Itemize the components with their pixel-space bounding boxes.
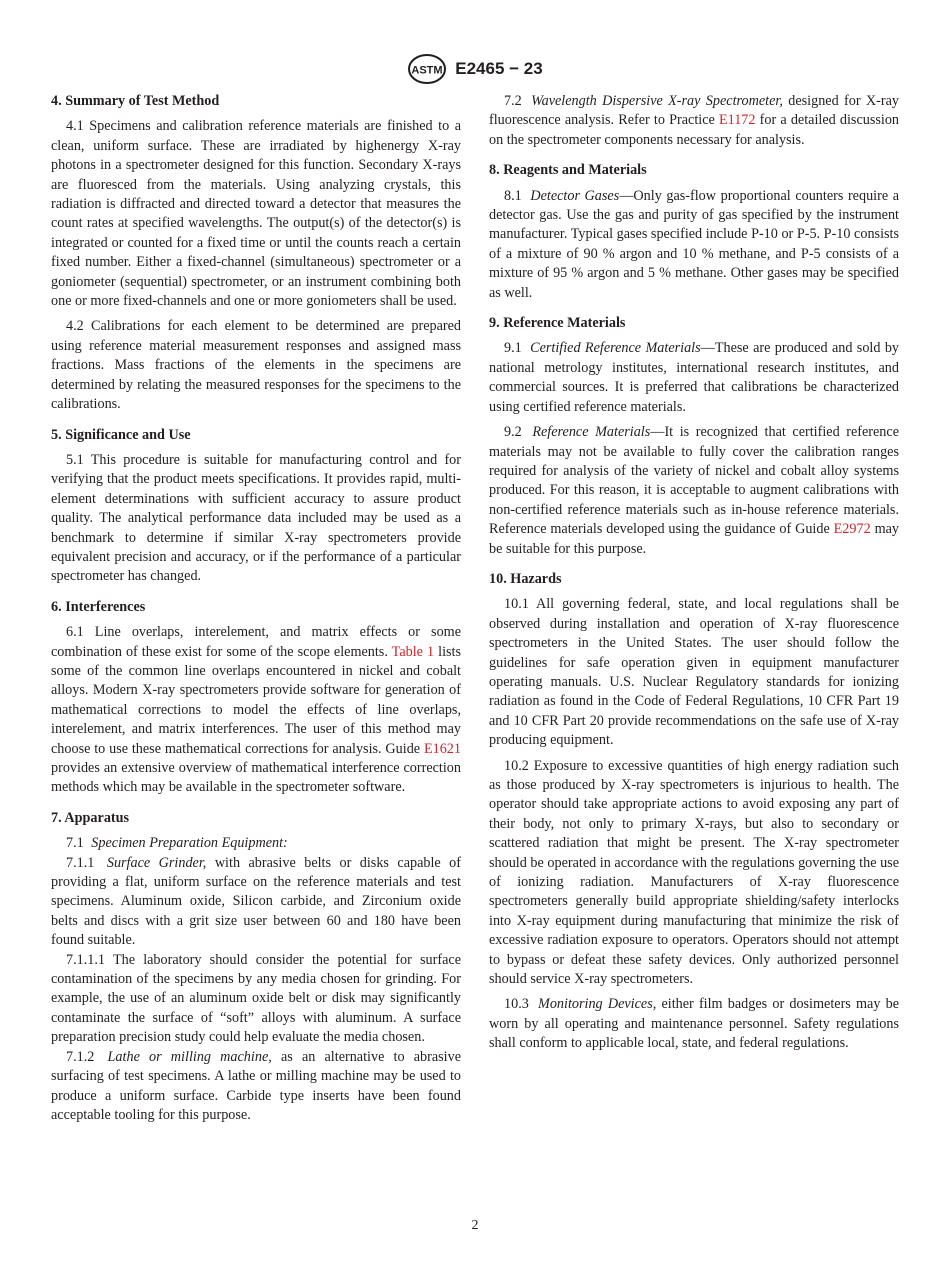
section-10-heading: 10. Hazards <box>489 570 562 587</box>
paragraph-9-1-text: —These are produced and sold by national metrology institutes, international research institutes, and commercial sources. It is preferred that calibrations be characterized using certified reference materials. <box>489 340 900 415</box>
paragraph-6-1-text-b: lists some of the common line overlaps encountered in nickel and cobalt alloys. Modern X-ray spectrometers provide software for generation of mathematical corrections to model the effects of line overlaps, interelement, and matrix interferences. The user of this method may choose to use these mathematical corrections for analysis. Guide <box>51 643 461 757</box>
paragraph-7-1-number: 7.1 <box>66 835 84 852</box>
section-9-heading: 9. Reference Materials <box>489 315 626 332</box>
paragraph-9-2-title: Reference Materials <box>532 424 651 441</box>
paragraph-7-2-number: 7.2 <box>504 93 522 109</box>
paragraph-7-1 <box>51 834 461 853</box>
paragraph-8-1-title: Detector Gases <box>530 187 620 204</box>
table-1-link[interactable]: Table 1 <box>391 643 435 660</box>
section-6-heading: 6. Interferences <box>51 598 146 615</box>
paragraph-7-2 <box>489 92 899 150</box>
paragraph-9-2-text-a: —It is recognized that certified reference materials may not be available to fully cover the calibration ranges required for analysis of the variety of nickel and cobalt alloy systems produced. For this reason, it is acceptable to augment calibrations with non-certified reference materials such as in-house reference materials. Reference materials developed using the guidance of Guide <box>489 424 900 538</box>
paragraph-10-3-text: either film badges or dosimeters may be worn by all operating and maintenance personnel. Safety regulations shall conform to applicable local, state, and federal regulations. <box>489 996 900 1052</box>
page-header <box>0 52 950 86</box>
paragraph-9-2-number: 9.2 <box>504 424 522 441</box>
paragraph-10-3-number: 10.3 <box>504 996 529 1013</box>
paragraph-8-1-text: —Only gas-flow proportional counters require a detector gas. Use the gas and purity of gas specified by the instrument manufacturer. Typical gases specified include P-10 or P-5. P-10 consists of a mixture of 90 % argon and 10 % methane, and P-5 consists of a mixture of 95 % argon and 5 % methane. Other gases may be specified as well. <box>489 187 900 301</box>
paragraph-9-2-text-b: may be suitable for this purpose. <box>489 521 900 557</box>
section-7-heading: 7. Apparatus <box>51 809 130 826</box>
paragraph-7-1-1 <box>51 854 461 951</box>
paragraph-10-2: 10.2 Exposure to excessive quantities of high energy radiation such as those produced by X-ray spectrometers is injurious to health. The operator should take appropriate actions to avoid exposing any part of their body, not only to primary X-rays, but also to secondary or scattered radiation that might be present. The X-ray spectrometer should be operated in accordance with the regulations governing the use of ionizing radiation. Manufacturers of X-ray fluorescence spectrometers generally build appropriate shielding/safety interlocks into X-ray equipment during manufacturing that minimize the risk of excessive radiation exposure to operators. Operators should not attempt to bypass or defeat these safety devices. Only authorized personnel should service X-ray spectrometers. <box>489 757 899 988</box>
paragraph-9-2 <box>489 423 899 559</box>
section-4-heading: 4. Summary of Test Method <box>51 93 220 109</box>
paragraph-9-1-number: 9.1 <box>504 340 522 357</box>
paragraph-7-2-text-a: designed for X-ray fluorescence analysis. Refer to Practice <box>489 93 900 129</box>
astm-logo-icon <box>407 53 447 85</box>
paragraph-6-1 <box>51 623 461 798</box>
e1172-link[interactable]: E1172 <box>718 112 756 129</box>
paragraph-9-1 <box>489 339 899 417</box>
e1621-link[interactable]: E1621 <box>423 740 461 757</box>
paragraph-7-1-1-1: 7.1.1.1 The laboratory should consider the potential for surface contamination of the specimens by any media chosen for grinding. For example, the use of an aluminum oxide belt or disk may significantly contaminate the surface of “soft” alloys with aluminum. A surface preparation precision study could help evaluate the media chosen. <box>51 951 461 1046</box>
page-number: 2 <box>471 1218 479 1233</box>
paragraph-8-1 <box>489 187 899 303</box>
svg-text:ASTM: ASTM <box>411 64 443 77</box>
section-5-heading: 5. Significance and Use <box>51 426 191 443</box>
paragraph-4-1: 4.1 Specimens and calibration reference materials are finished to a clean, uniform surface. These are irradiated by highenergy X-ray photons in a spectrometer designed for this function. Secondary X-rays are fluoresced from the materials. Using analyzing crystals, this radiation is diffracted and directed toward a detector that measures the count rates at specified wavelengths. The output(s) of the detector(s) is integrated or counted for a fixed time or until the counts reach a certain fixed number. Either a fixed-channel (simultaneous) spectrometer or a goniometer (sequential) spectrometer, or an instrument combining both one or more fixed-channels and one or more goniometers shall be used. <box>51 118 461 310</box>
section-8-heading: 8. Reagents and Materials <box>489 162 647 179</box>
paragraph-7-1-1-text: with abrasive belts or disks capable of providing a flat, uniform surface on the reference materials and test specimens. Aluminum oxide, Silicon carbide, and Zirconium oxide belts and discs with a grit size user between 60 and 180 have been found suitable. <box>51 854 462 949</box>
paragraph-7-1-2-number: 7.1.2 <box>66 1048 95 1065</box>
paragraph-10-3-title: Monitoring Devices, <box>538 996 657 1013</box>
paragraph-5-1: 5.1 This procedure is suitable for manufacturing control and for verifying that the product meets specifications. It provides rapid, multi-element determinations with sufficient accuracy to assure product quality. The analytical performance data included may be used as a benchmark to determine if similar X-ray spectrometers provide equivalent precision and accuracy, or if the performance of a particular spectrometer has changed. <box>51 451 461 585</box>
right-column <box>489 92 899 1054</box>
paragraph-8-1-number: 8.1 <box>504 187 522 204</box>
paragraph-4-2: 4.2 Calibrations for each element to be determined are prepared using reference material measurement responses and assigned mass fractions. Mass fractions of the elements in the specimens are determined by relating the measured responses for the specimens to the calibrations. <box>51 318 461 413</box>
paragraph-7-2-text-b: for a detailed discussion on the spectrometer components necessary for analysis. <box>489 112 900 148</box>
paragraph-7-1-1-title: Surface Grinder, <box>106 854 207 871</box>
paragraph-10-3 <box>489 995 899 1053</box>
paragraph-7-1-1-number: 7.1.1 <box>66 854 95 871</box>
paragraph-10-1: 10.1 All governing federal, state, and local regulations shall be observed during installation and operation of X-ray fluorescence spectrometers in the United States. The user should follow the guidelines for safe operation given in equipment manufacturer operating manuals. U.S. Nuclear Regulatory standards for ionizing radiation as found in the Code of Federal Regulations, 10 CFR Part 19 and 10 CFR Part 20 provide recommendations on the safe use of X-ray producing equipment. <box>489 596 899 749</box>
left-column <box>51 92 461 1125</box>
paragraph-9-1-title: Certified Reference Materials <box>530 340 701 357</box>
paragraph-7-1-2-text: as an alternative to abrasive surfacing of test specimens. A lathe or milling machine may be used to produce a uniform surface. Carbide type inserts have been found acceptable tooling for this purpose. <box>51 1048 462 1123</box>
standard-designation: E2465 − 23 <box>455 59 543 78</box>
paragraph-7-1-2-title: Lathe or milling machine, <box>107 1048 272 1065</box>
paragraph-7-2-title: Wavelength Dispersive X-ray Spectrometer, <box>531 93 783 109</box>
paragraph-7-1-title: Specimen Preparation Equipment: <box>91 835 288 852</box>
paragraph-6-1-text-a: 6.1 Line overlaps, interelement, and matrix effects or some combination of these exist for some of the scope elements. <box>51 624 461 660</box>
paragraph-7-1-2 <box>51 1048 461 1126</box>
e2972-link[interactable]: E2972 <box>833 521 871 538</box>
paragraph-6-1-text-c: provides an extensive overview of mathematical interference correction methods which may be available in the spectrometer software. <box>51 760 461 796</box>
